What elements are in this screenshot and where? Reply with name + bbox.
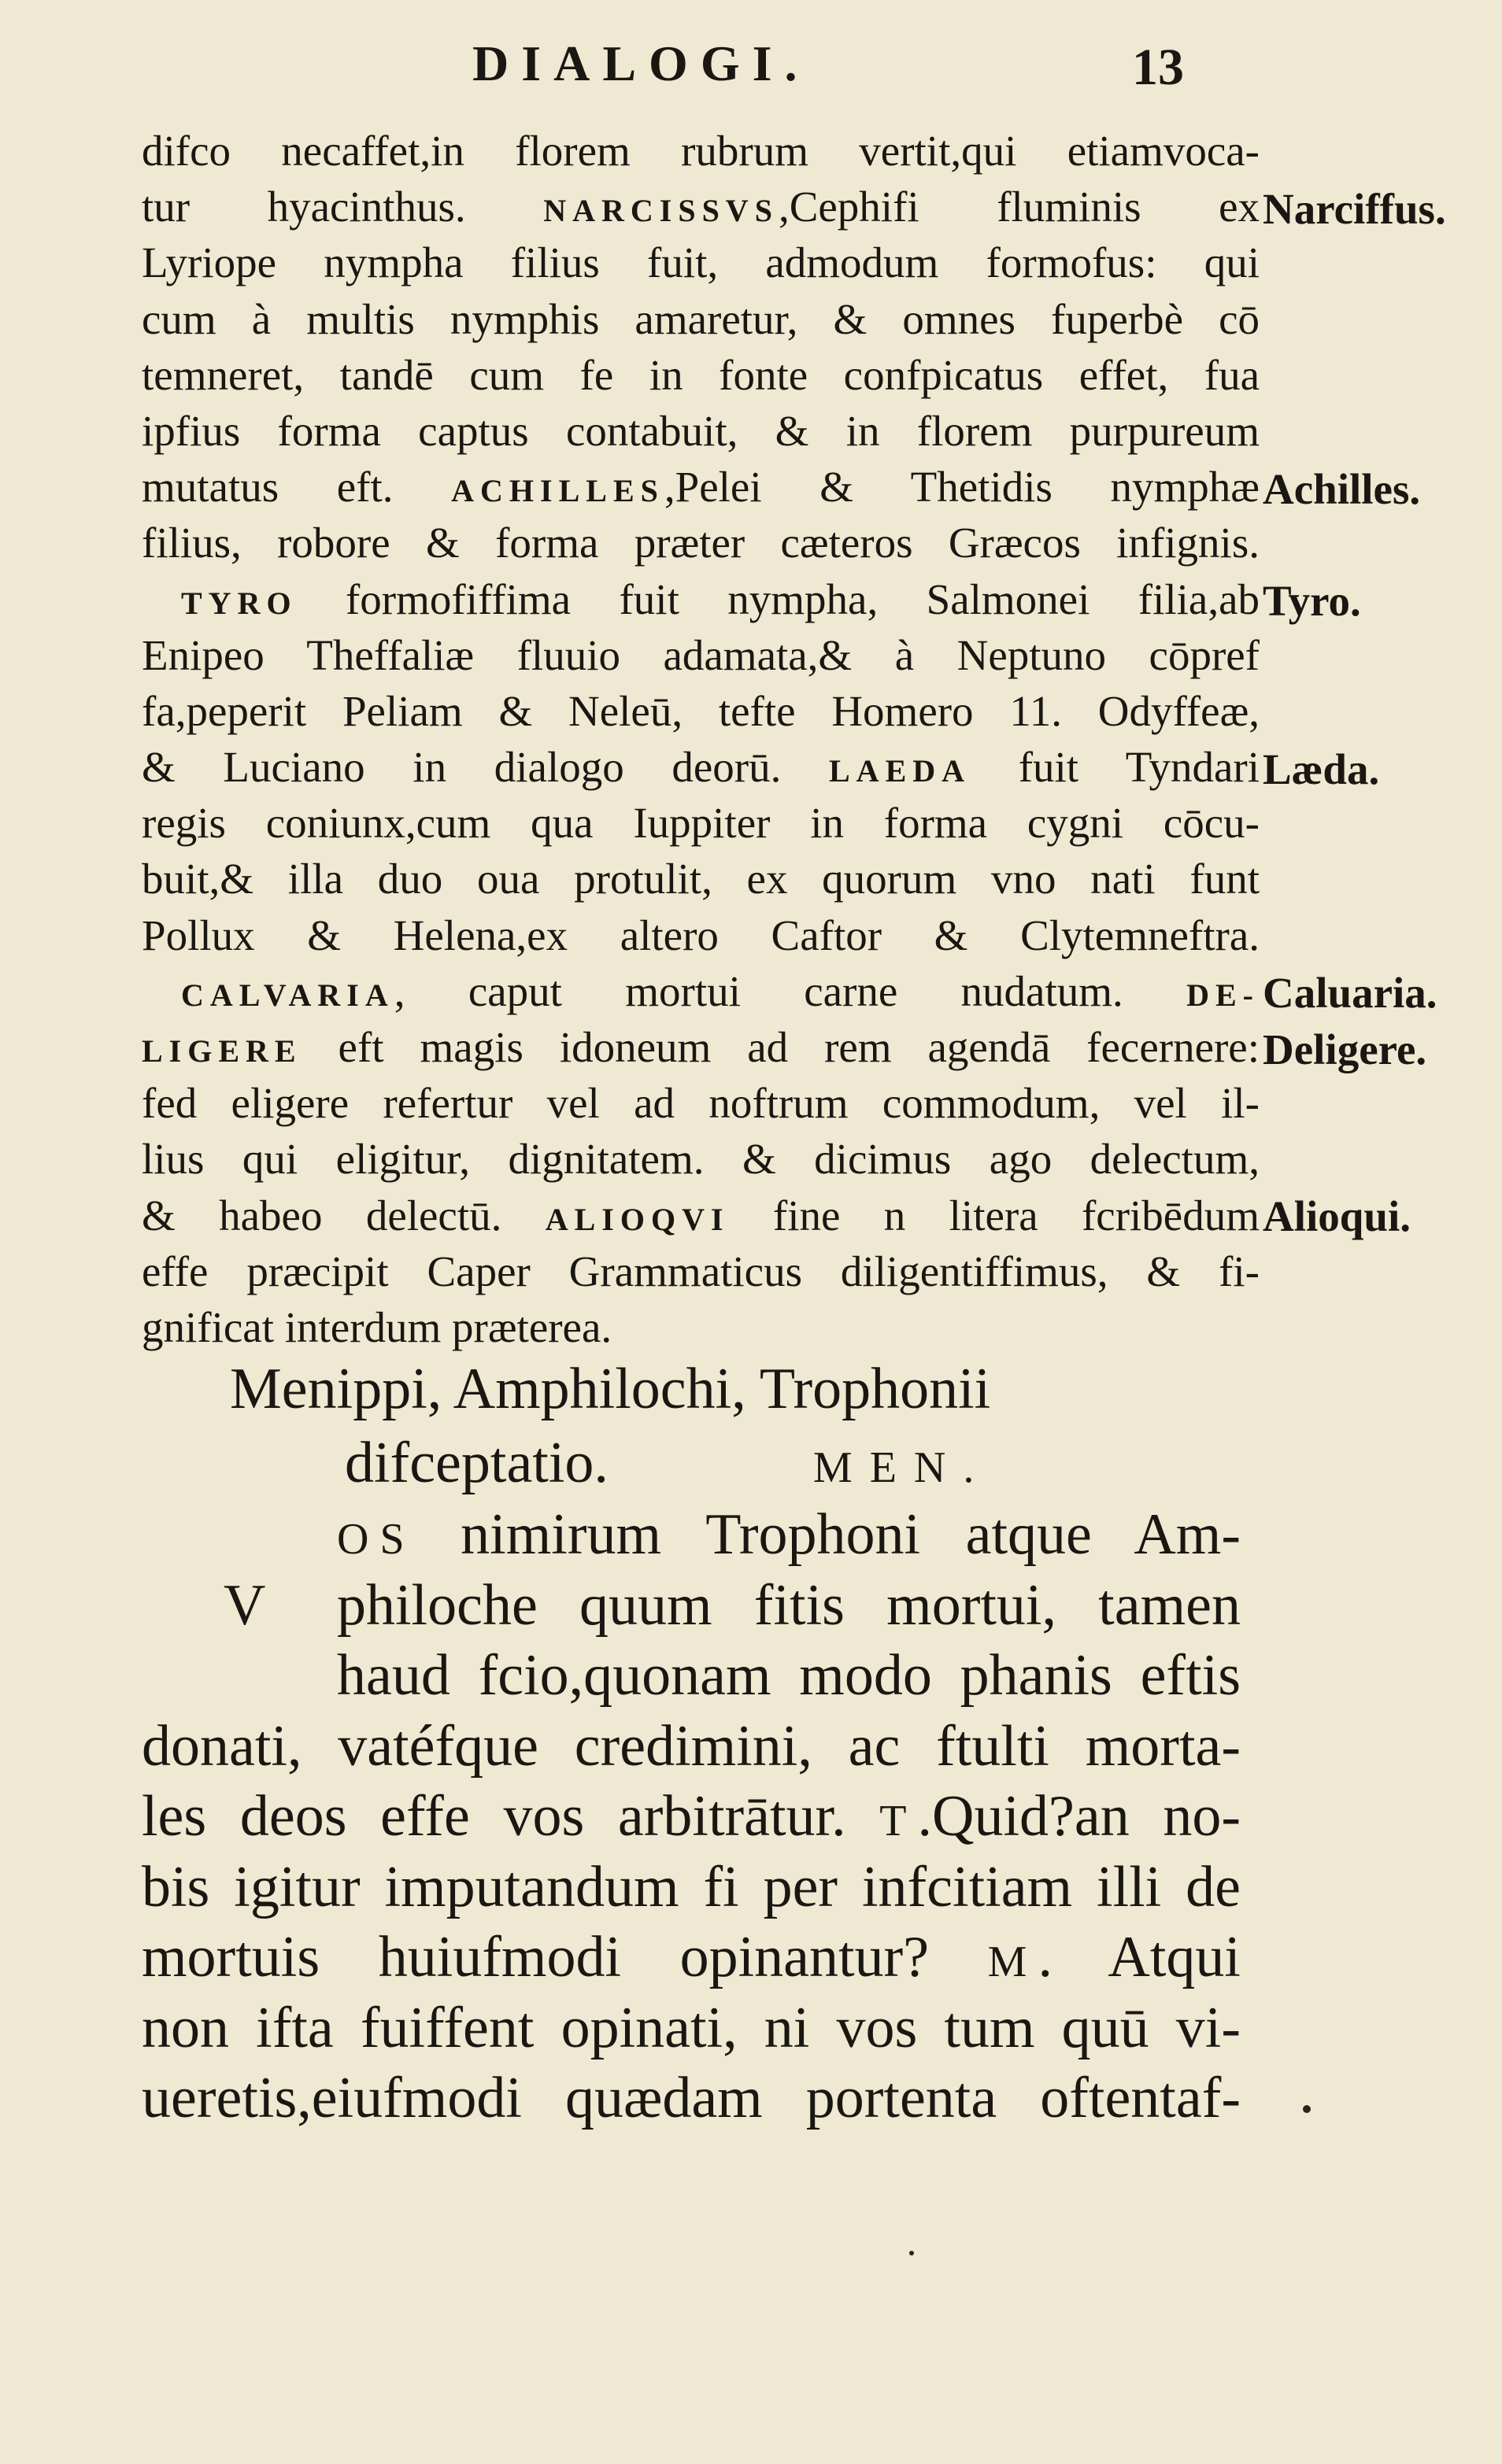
dialogue-line — [142, 1571, 1241, 1642]
margin-note-deligere: Deligere. — [1263, 1025, 1427, 1073]
dialogue-line — [142, 1712, 1241, 1782]
dialogue-text — [142, 1500, 1241, 2134]
dialogue-title — [230, 1352, 991, 1505]
gloss-line — [142, 403, 1260, 459]
gloss-line-text: temneret, tandē cum fe in fonte confpicatus effet, fua — [142, 350, 1260, 399]
gloss-line — [142, 291, 1260, 347]
gloss-line-text: Lyriope nympha filius fuit, admodum formofus: qui — [142, 238, 1260, 287]
lemma-headword: LIGERE — [142, 1033, 302, 1069]
gloss-line — [142, 1075, 1260, 1131]
speaker-mark: T — [879, 1797, 918, 1845]
gloss-line — [142, 459, 1260, 515]
lemma-headword: ACHILLES — [451, 473, 664, 509]
gloss-line — [142, 123, 1260, 179]
paper-speck — [1303, 2105, 1311, 2113]
margin-note-achilles: Achilles. — [1263, 465, 1421, 513]
dialogue-line — [142, 1923, 1241, 1993]
gloss-line-text: , caput mortui carne nudatum. — [394, 966, 1187, 1015]
drop-initial: V — [224, 1573, 266, 1638]
gloss-line-text: buit,& illa duo oua protulit, ex quorum vno nati funt — [142, 855, 1260, 903]
gloss-line-text: regis coniunx,cum qua Iuppiter in forma cygni cōcu- — [142, 799, 1260, 848]
dialogue-title-line: Menippi, Amphilochi, Trophonii — [230, 1357, 991, 1421]
gloss-line — [142, 1131, 1260, 1187]
dialogue-title-line — [230, 1426, 991, 1505]
gloss-line — [142, 739, 1260, 795]
gloss-line — [142, 795, 1260, 851]
dialogue-line-text: non ifta fuiffent opinati, ni vos tum quū vi- — [142, 1995, 1241, 2060]
gloss-line — [142, 179, 1260, 235]
dialogue-line-text: les deos effe vos arbitrātur. — [142, 1784, 880, 1849]
gloss-line — [142, 347, 1260, 403]
gloss-line-text: gnificat interdum præterea. — [142, 1302, 612, 1351]
dialogue-line-text: nimirum Trophoni atque Am- — [415, 1502, 1241, 1567]
speaker-mark: M — [987, 1938, 1038, 1986]
lemma-headword: CALVARIA — [181, 977, 394, 1013]
margin-note-narcissus: Narciffus. — [1263, 185, 1446, 233]
gloss-line-text: cum à multis nymphis amaretur, & omnes fuperbè cō — [142, 294, 1260, 343]
lemma-headword: ALIOQVI — [545, 1201, 730, 1237]
gloss-line-text: tur hyacinthus. — [142, 183, 544, 231]
dialogue-line — [142, 1993, 1241, 2064]
gloss-line-text: & habeo delectū. — [142, 1191, 546, 1239]
gloss-line — [142, 907, 1260, 963]
dialogue-subtitle: difceptatio. — [345, 1431, 609, 1495]
gloss-line — [142, 1188, 1260, 1243]
gloss-line — [142, 683, 1260, 739]
lemma-headword: DE- — [1186, 977, 1260, 1013]
page-number: 13 — [1132, 39, 1184, 96]
running-head: DIALOGI. — [472, 35, 810, 91]
lemma-headword: LAEDA — [829, 753, 971, 789]
dialogue-line-text: ueretis,eiufmodi quædam portenta oftentaf- — [142, 2066, 1241, 2130]
dialogue-line — [142, 1641, 1241, 1712]
dialogue-line — [142, 1500, 1241, 1571]
gloss-line-text: filius, robore & forma præter cæteros Græcos infignis. — [142, 519, 1260, 567]
gloss-line — [142, 1019, 1260, 1075]
lemma-headword: NARCISSVS — [543, 193, 779, 229]
margin-note-laeda: Læda. — [1263, 745, 1380, 793]
margin-note-caluaria: Caluaria. — [1263, 969, 1437, 1017]
dialogue-line-text: haud fcio,quonam modo phanis eftis — [337, 1643, 1241, 1708]
gloss-line-text: mutatus eft. — [142, 463, 452, 512]
gloss-line-text: Enipeo Theffaliæ fluuio adamata,& à Neptuno cōpref — [142, 630, 1260, 679]
gloss-line-text: lius qui eligitur, dignitatem. & dicimus ago delectum, — [142, 1135, 1260, 1184]
gloss-line — [142, 1243, 1260, 1299]
dialogue-line-text: .Quid?an no- — [917, 1784, 1241, 1849]
gloss-line — [142, 1299, 1260, 1355]
dialogue-line-text: philoche quum fitis mortui, tamen — [337, 1572, 1241, 1638]
gloss-line — [142, 627, 1260, 683]
speaker-label: MEN. — [812, 1443, 992, 1492]
margin-note-tyro: Tyro. — [1263, 577, 1361, 625]
gloss-line-text: ,Pelei & Thetidis nymphæ — [664, 463, 1260, 512]
gloss-line — [142, 235, 1260, 290]
gloss-line-text: fa,peperit Peliam & Neleū, tefte Homero 11. Odyffeæ, — [142, 686, 1260, 735]
gloss-line — [142, 571, 1260, 627]
gloss-line-text: fuit Tyndari — [971, 743, 1260, 792]
dialogue-line — [142, 1853, 1241, 1923]
dialogue-line-text: . Atqui — [1038, 1925, 1241, 1989]
gloss-line-text: ipfius forma captus contabuit, & in florem purpureum — [142, 406, 1260, 455]
gloss-line-text: fine n litera fcribēdum — [729, 1191, 1260, 1239]
gloss-line-text: difco necaffet,in florem rubrum vertit,qui etiamvoca- — [142, 127, 1260, 175]
lemma-headword: TYRO — [181, 585, 298, 621]
gloss-line-text: & Luciano in dialogo deorū. — [142, 743, 829, 792]
margin-note-alioqui: Alioqui. — [1263, 1192, 1411, 1240]
gloss-line-text: formofiffima fuit nympha, Salmonei filia,ab — [297, 574, 1260, 623]
commentary-block — [142, 123, 1260, 1355]
opening-capitals: OS — [337, 1515, 416, 1564]
gloss-line — [142, 851, 1260, 907]
dialogue-line-text: donati, vatéfque credimini, ac ftulti morta- — [142, 1713, 1241, 1779]
gloss-line-text: ,Cephifi fluminis ex — [778, 183, 1260, 231]
dialogue-line — [142, 2063, 1241, 2134]
dialogue-line-text: bis igitur imputandum fi per infcitiam illi de — [142, 1854, 1241, 1919]
dialogue-line-text: mortuis huiufmodi opinantur? — [142, 1925, 988, 1989]
gloss-line — [142, 963, 1260, 1019]
gloss-line-text: effe præcipit Caper Grammaticus diligentiffimus, & fi- — [142, 1247, 1260, 1295]
gloss-line-text: Pollux & Helena,ex altero Caftor & Clytemneftra. — [142, 911, 1260, 959]
dialogue-line — [142, 1782, 1241, 1853]
gloss-line-text: fed eligere refertur vel ad noftrum commodum, vel il- — [142, 1079, 1260, 1128]
paper-speck — [909, 2251, 914, 2255]
gloss-line-text: eft magis idoneum ad rem agendā fecernere: — [302, 1023, 1260, 1071]
gloss-line — [142, 515, 1260, 571]
